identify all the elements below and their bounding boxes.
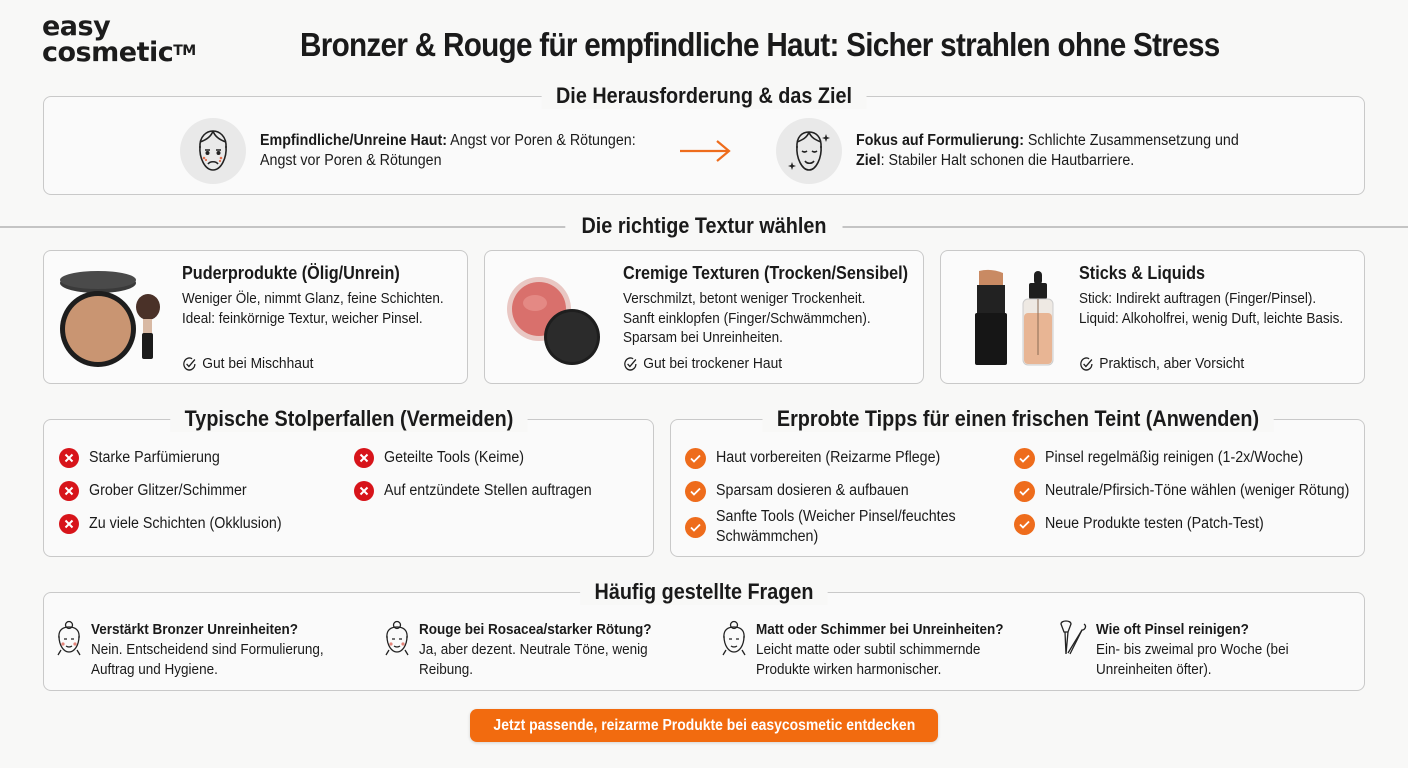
shop-products-button[interactable]: Jetzt passende, reizarme Produkte bei easycosmetic entdecken [470,709,938,742]
tip-item: Neue Produkte testen (Patch-Test) [1014,514,1283,535]
x-circle-icon [354,481,374,501]
faq-item [55,620,349,679]
woman-face-icon [720,620,748,656]
pitfall-item: Zu viele Schichten (Okklusion) [59,514,298,534]
check-circle-icon [623,356,638,372]
pitfall-item: Auf entzündete Stellen auftragen [354,481,610,501]
problem-text: Empfindliche/Unreine Haut: Angst vor Poren & Rötungen: Angst vor Poren & Rötungen [260,132,636,169]
faq-item [720,620,1031,679]
faq-answer: Nein. Entscheidend sind Formulierung, Auftrag und Hygiene. [91,641,324,678]
card-title: Cremige Texturen (Trocken/Sensibel) [623,263,909,283]
card-note: Praktisch, aber Vorsicht [1079,355,1244,372]
problem-label: Empfindliche/Unreine Haut: [260,132,447,149]
woman-face-icon [383,620,411,656]
tip-item: Sanfte Tools (Weicher Pinsel/feuchtes Schwämmchen) [685,507,976,547]
section-heading: Häufig gestellte Fragen [580,579,828,605]
tip-item: Haut vorbereiten (Reizarme Pflege) [685,448,960,469]
check-circle-icon [685,481,706,502]
card-note: Gut bei Mischhaut [182,355,313,372]
pitfall-item: Grober Glitzer/Schimmer [59,481,260,501]
brand-line-1: easy [42,11,111,42]
card-note: Gut bei trockener Haut [623,355,782,372]
check-circle-icon [1079,356,1094,372]
faq-question: Matt oder Schimmer bei Unreinheiten? [756,621,1004,638]
texture-card-sticks [940,250,1365,384]
pitfall-item: Starke Parfümierung [59,448,231,468]
check-circle-icon [182,356,197,372]
x-circle-icon [59,448,79,468]
section-heading: Typische Stolperfallen (Vermeiden) [170,406,527,432]
woman-face-icon [55,620,83,656]
faq-item [1058,620,1310,679]
faq-question: Verstärkt Bronzer Unreinheiten? [91,621,299,638]
x-circle-icon [354,448,374,468]
check-circle-icon [685,448,706,469]
goal-label: Fokus auf Formulierung: [856,132,1024,149]
sad-face-icon [180,118,246,184]
card-title: Sticks & Liquids [1079,263,1206,283]
section-heading: Die richtige Textur wählen [565,213,842,239]
faq-question: Wie oft Pinsel reinigen? [1096,621,1249,638]
faq-answer: Ja, aber dezent. Neutrale Töne, wenig Reibung. [419,641,648,678]
tip-item: Sparsam dosieren & aufbauen [685,481,925,502]
card-description: Weniger Öle, nimmt Glanz, feine Schichten. Ideal: feinkörnige Textur, weicher Pinsel. [182,290,444,327]
faq-question: Rouge bei Rosacea/starker Rötung? [419,621,652,638]
faq-answer: Leicht matte oder subtil schimmernde Produkte wirken harmonischer. [756,641,981,678]
goal-text: Fokus auf Formulierung: Schlichte Zusammensetzung und Ziel: Stabiler Halt schonen die Hautbarriere. [856,132,1239,169]
section-heading: Erprobte Tipps für einen frischen Teint (Anwenden) [762,406,1273,432]
powder-compact-image [56,269,171,369]
faq-answer: Ein- bis zweimal pro Woche (bei Unreinheiten öfter). [1096,641,1289,678]
arrow-right-icon [678,138,732,164]
section-heading: Die Herausforderung & das Ziel [542,83,867,109]
card-description: Verschmilzt, betont weniger Trockenheit. Sanft einklopfen (Finger/Schwämmchen). Sparsam bei Unreinheiten. [623,290,871,346]
card-description: Stick: Indirekt auftragen (Finger/Pinsel). Liquid: Alkoholfrei, wenig Duft, leichte Basis. [1079,290,1344,327]
check-circle-icon [685,517,706,538]
x-circle-icon [59,514,79,534]
check-circle-icon [1014,481,1035,502]
pitfall-item: Geteilte Tools (Keime) [354,448,536,468]
check-circle-icon [1014,514,1035,535]
page-title: Bronzer & Rouge für empfindliche Haut: Sicher strahlen ohne Stress [300,26,1220,63]
card-title: Puderprodukte (Ölig/Unrein) [182,263,400,283]
trademark: TM [173,43,196,59]
x-circle-icon [59,481,79,501]
brand-line-2: cosmetic [42,37,174,68]
cream-blush-image [497,269,612,369]
texture-card-cream [484,250,924,384]
check-circle-icon [1014,448,1035,469]
texture-card-powder [43,250,468,384]
faq-item [383,620,677,679]
stick-and-dropper-image [953,269,1068,369]
brushes-icon [1058,620,1088,656]
tip-item: Pinsel regelmäßig reinigen (1-2x/Woche) [1014,448,1326,469]
brand-logo [42,11,196,68]
happy-face-icon [776,118,842,184]
tip-item: Neutrale/Pfirsich-Töne wählen (weniger Rötung) [1014,481,1376,502]
